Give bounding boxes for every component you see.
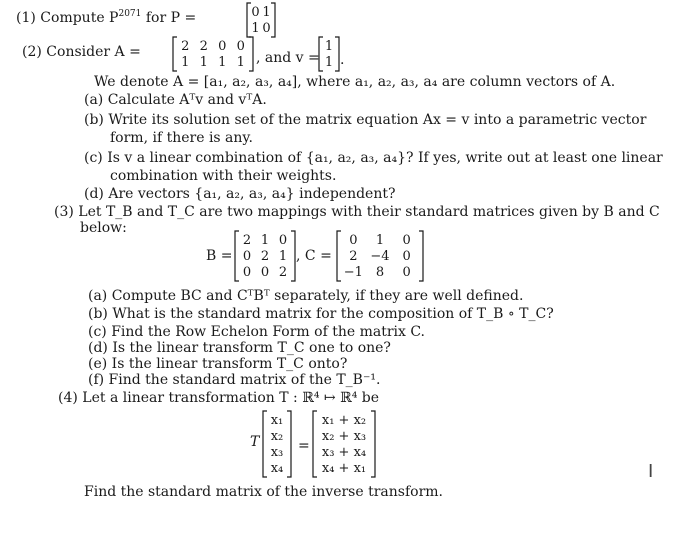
matrix-cell: x₂ + x₃ (321, 428, 367, 444)
matrix-cell: 2 (260, 248, 270, 264)
matrix-cell: 1 (262, 4, 271, 20)
matrix-cell: 0 (402, 232, 411, 248)
matrix-cell: 1 (218, 54, 227, 70)
vector-v (318, 36, 340, 72)
matrix-cell: 1 (251, 20, 260, 36)
matrix-cell: 0 (236, 38, 245, 54)
q2-part-b-line2: form, if there is any. (110, 130, 253, 146)
matrix-cell: 0 (218, 38, 227, 54)
q1-power: 2071 (118, 9, 142, 19)
vector-image (312, 410, 376, 478)
q4-line1: (4) Let a linear transformation T : ℝ⁴ ↦ ℝ⁴ be (58, 390, 380, 406)
text-cursor-icon: I (648, 461, 654, 482)
q4-equals: = (298, 438, 310, 454)
matrix-cell: 1 (199, 54, 208, 70)
q2-line (22, 44, 141, 60)
matrix-cell: 0 (262, 20, 271, 36)
q3-part-b: (b) What is the standard matrix for the composition of T_B ∘ T_C? (88, 306, 554, 322)
matrix-A (172, 36, 254, 72)
matrix-P (246, 2, 276, 38)
matrix-cell: 0 (242, 264, 252, 280)
q3-part-c: (c) Find the Row Echelon Form of the matrix C. (88, 324, 426, 340)
matrix-cell: 1 (324, 38, 334, 54)
q2-and-text: , and v = (256, 50, 320, 66)
matrix-cell: 8 (375, 264, 385, 280)
matrix-C (336, 230, 424, 282)
q3-part-f: (f) Find the standard matrix of the T_B⁻¹. (88, 372, 381, 388)
q2-number: (2) (22, 44, 42, 60)
matrix-cell: x₃ (270, 444, 284, 460)
matrix-cell: 1 (236, 54, 245, 70)
vector-x (262, 410, 292, 478)
q1-for-text: for P = (145, 10, 197, 26)
matrix-cell: 2 (242, 232, 252, 248)
q3-C-label: , C = (296, 248, 332, 264)
matrix-cell: 0 (402, 248, 411, 264)
matrix-B (234, 230, 296, 282)
q3-part-e: (e) Is the linear transform T_C onto? (88, 356, 348, 372)
matrix-cell: 0 (260, 264, 270, 280)
q2-part-b-line1: (b) Write its solution set of the matrix equation Ax = v into a parametric vector (84, 112, 647, 128)
matrix-cell: x₄ (270, 460, 284, 476)
q3-line1: (3) Let T_B and T_C are two mappings with their standard matrices given by B and C (54, 204, 660, 220)
q2-part-d: (d) Are vectors {a₁, a₂, a₃, a₄} independent? (84, 186, 396, 202)
q2-period: . (340, 52, 345, 68)
matrix-cell: 2 (349, 248, 358, 264)
matrix-cell: 1 (324, 54, 334, 70)
matrix-cell: x₂ (270, 428, 284, 444)
matrix-cell: 1 (260, 232, 270, 248)
q1-text: Compute P (40, 10, 119, 26)
matrix-cell: 1 (181, 54, 190, 70)
matrix-cell: 0 (278, 232, 288, 248)
matrix-cell: x₃ + x₄ (321, 444, 367, 460)
matrix-cell: x₁ (270, 412, 284, 428)
q2-part-c-line2: combination with their weights. (110, 168, 337, 184)
q4-last-line: Find the standard matrix of the inverse transform. (84, 484, 443, 500)
matrix-cell: 1 (375, 232, 385, 248)
matrix-cell: x₄ + x₁ (321, 460, 367, 476)
q4-T-symbol: T (250, 434, 260, 450)
q1-line (16, 6, 196, 26)
q3-part-d: (d) Is the linear transform T_C one to one? (88, 340, 391, 356)
matrix-cell: 2 (181, 38, 190, 54)
matrix-cell: x₁ + x₂ (321, 412, 367, 428)
matrix-cell: 0 (251, 4, 260, 20)
q2-part-a: (a) Calculate Aᵀv and vᵀA. (84, 92, 267, 108)
matrix-cell: 0 (349, 232, 358, 248)
matrix-cell: 2 (278, 264, 288, 280)
q2-denote: We denote A = [a₁, a₂, a₃, a₄], where a₁, a₂, a₃, a₄ are column vectors of A. (94, 74, 616, 90)
matrix-cell: −4 (370, 248, 390, 264)
q3-B-label: B = (206, 248, 233, 264)
matrix-cell: 1 (278, 248, 288, 264)
q3-line2: below: (80, 220, 127, 236)
q2-text: Consider A = (46, 44, 141, 60)
matrix-cell: 2 (199, 38, 208, 54)
matrix-cell: 0 (402, 264, 411, 280)
q3-part-a: (a) Compute BC and CᵀBᵀ separately, if they are well defined. (88, 288, 524, 304)
q2-part-c-line1: (c) Is v a linear combination of {a₁, a₂, a₃, a₄}? If yes, write out at least one linear (84, 150, 663, 166)
q1-number: (1) (16, 10, 36, 26)
matrix-cell: 0 (242, 248, 252, 264)
matrix-cell: −1 (343, 264, 363, 280)
